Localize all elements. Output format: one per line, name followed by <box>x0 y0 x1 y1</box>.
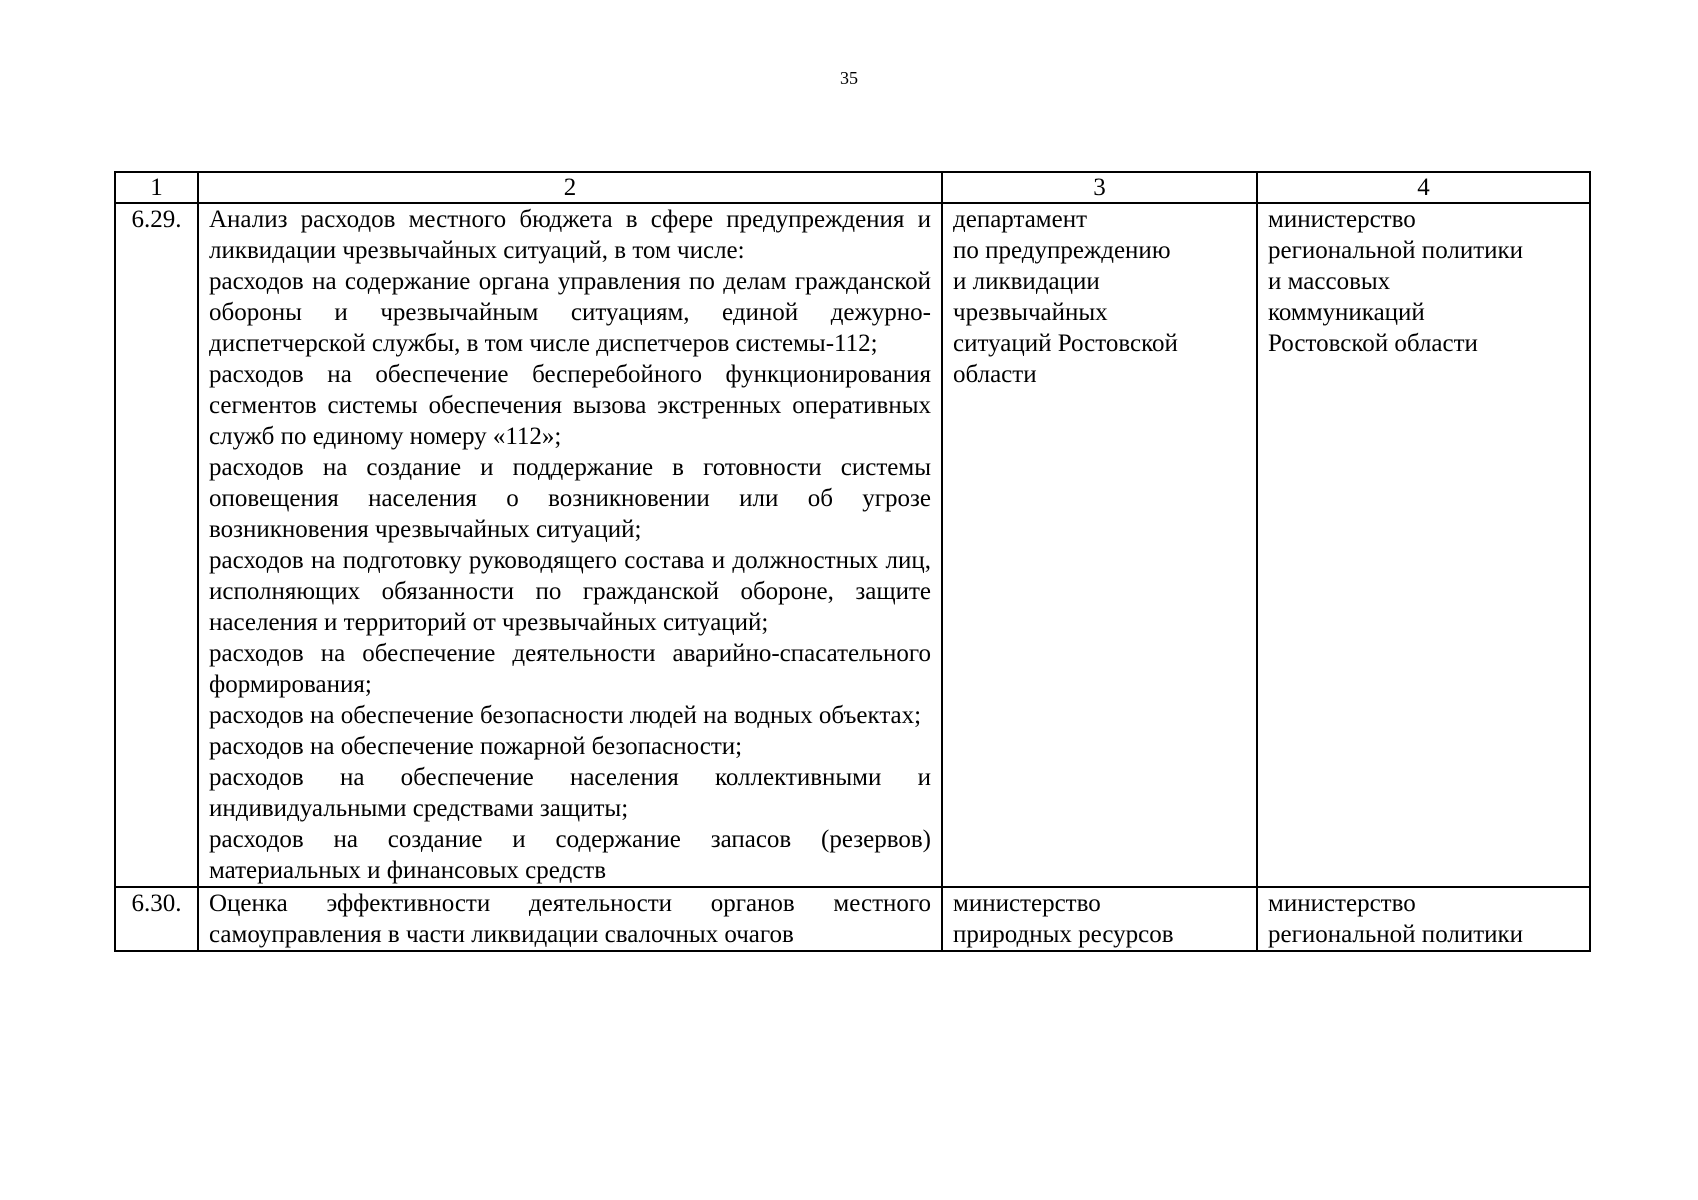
description-paragraph: расходов на обеспечение безопасности людей на водных объектах; <box>209 702 922 729</box>
description-paragraph: расходов на создание и поддержание в готовности системы оповещения населения о возникновении или об угрозе возникновения чрезвычайных ситуаций; <box>209 454 931 543</box>
responsible-organization: министерство природных ресурсов <box>953 890 1174 948</box>
column-header-1: 1 <box>115 172 198 203</box>
description-paragraph: расходов на обеспечение населения коллективными и индивидуальными средствами защиты; <box>209 764 931 822</box>
description-paragraph: расходов на создание и содержание запасов (резервов) материальных и финансовых средств <box>209 826 931 884</box>
description-paragraph: расходов на обеспечение деятельности аварийно-спасательного формирования; <box>209 640 931 698</box>
table-header-row <box>115 172 1590 203</box>
coexecutor-organization: министерство региональной политики и массовых коммуникаций Ростовской области <box>1268 206 1524 357</box>
responsible-organization: департамент по предупреждению и ликвидации чрезвычайных ситуаций Ростовской области <box>953 206 1178 388</box>
column-header-4: 4 <box>1257 172 1590 203</box>
row-coexecutor <box>1257 203 1590 887</box>
row-description <box>198 887 942 951</box>
row-description <box>198 203 942 887</box>
description-paragraph: Анализ расходов местного бюджета в сфере предупреждения и ликвидации чрезвычайных ситуаций, в том числе: <box>209 206 931 264</box>
column-header-3: 3 <box>942 172 1257 203</box>
table-row <box>115 887 1590 951</box>
description-paragraph: расходов на обеспечение бесперебойного функционирования сегментов системы обеспечения вызова экстренных оперативных служб по единому номеру «112»; <box>209 361 931 450</box>
page-number: 35 <box>840 68 858 88</box>
document-table <box>114 171 1591 952</box>
description-paragraph: расходов на содержание органа управления по делам гражданской обороны и чрезвычайным ситуациям, единой дежурно-диспетчерской службы, в том числе диспетчеров системы-112; <box>209 268 931 357</box>
row-responsible <box>942 887 1257 951</box>
row-coexecutor <box>1257 887 1590 951</box>
description-paragraph: расходов на подготовку руководящего состава и должностных лиц, исполняющих обязанности по гражданской обороне, защите населения и территорий от чрезвычайных ситуаций; <box>209 547 931 636</box>
row-responsible <box>942 203 1257 887</box>
row-number: 6.30. <box>115 887 198 951</box>
coexecutor-organization: министерство региональной политики <box>1268 890 1524 948</box>
row-number: 6.29. <box>115 203 198 887</box>
column-header-2: 2 <box>198 172 942 203</box>
description-paragraph: Оценка эффективности деятельности органов местного самоуправления в части ликвидации свалочных очагов <box>209 890 931 948</box>
description-paragraph: расходов на обеспечение пожарной безопасности; <box>209 733 743 760</box>
table-row <box>115 203 1590 887</box>
